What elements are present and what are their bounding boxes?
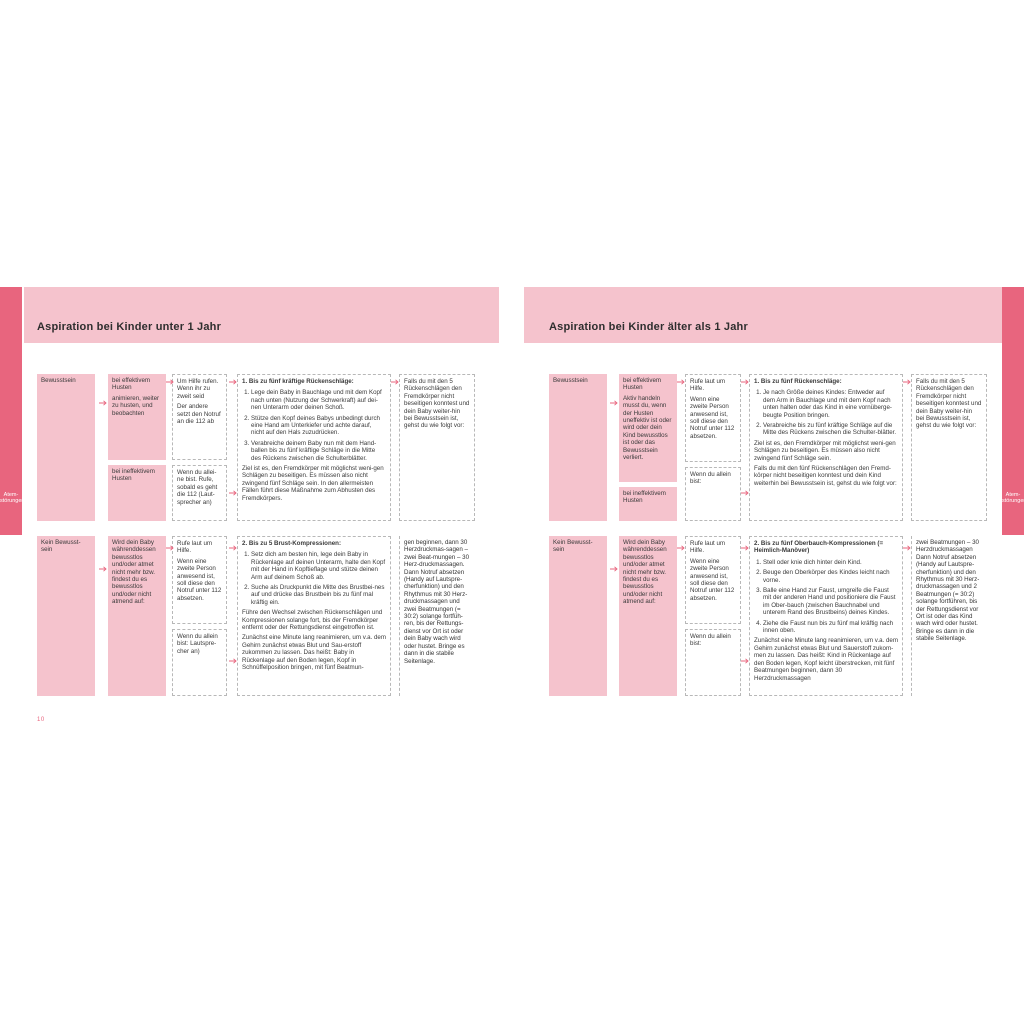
arrow-right-icon [741, 490, 749, 496]
left-side-tab-label: Atem- störungen [0, 492, 25, 504]
followup-box: Falls du mit den 5 Rückenschlägen den Fremdkörper nicht beseitigen konntest und dein Baby weiter-hin bei Bewusstsein ist, gehst du wie folgt vor: [399, 374, 475, 521]
alone-box: Wenn du allein bist: [685, 467, 741, 521]
arrow-right-icon [610, 400, 618, 406]
arrow-right-icon [166, 545, 174, 551]
alone-box-2: Wenn du allein bist: Lautspre-cher an) [172, 629, 227, 696]
page-number: 10 [37, 717, 45, 723]
left-header-band [24, 287, 499, 343]
state-unconscious-box: Kein Bewusst-sein [37, 536, 95, 696]
arrow-right-icon [903, 545, 911, 551]
call-help-box: Um Hilfe rufen. Wenn ihr zu zweit seid Der andere setzt den Notruf an die 112 ab [172, 374, 227, 460]
right-page-title: Aspiration bei Kinder älter als 1 Jahr [549, 321, 748, 333]
call-help-box: Rufe laut um Hilfe. Wenn eine zweite Person anwesend ist, soll diese den Notruf unter 112 absetzen. [685, 374, 741, 462]
step-item: 2. Beuge den Oberkörper des Kindes leicht nach vorne. [763, 569, 898, 584]
left-page-title: Aspiration bei Kinder unter 1 Jahr [37, 321, 222, 333]
arrow-right-icon [229, 545, 237, 551]
unconscious-condition-box: Wird dein Baby währenddessen bewusstlos und/oder atmet nicht mehr bzw. findest du es bewusstlos und/oder nicht atmend auf: [108, 536, 166, 696]
continuation-box: gen beginnen, dann 30 Herzdruckmas-sagen – zwei Beat-mungen – 30 Herz-druckmassagen. Dann Notruf absetzen (Handy auf Lautspre-cherfunktion) und den Rhythmus mit 30 Herz-druckmassagen und zwei Beatmungen (= 30:2) solange fortfüh-ren, bis der Rettungs-dienst vor Ort ist oder dein Baby wach wird oder hustet. Bringe es dann in die stabile Seitenlage. [399, 536, 475, 696]
effective-cough-box: bei effektivem Husten Aktiv handeln musst du, wenn der Husten uneffektiv ist oder wird oder dein Kind bewusstlos ist oder das Bewusstsein verliert. [619, 374, 677, 482]
arrow-right-icon [741, 658, 749, 664]
effective-cough-box: bei effektivem Husten animieren, weiter zu husten, und beobachten [108, 374, 166, 460]
arrow-right-icon [391, 379, 399, 385]
arrow-right-icon [166, 379, 174, 385]
step-item: 2. Suche als Druckpunkt die Mitte des Brustbei-nes auf und drücke das Brustbein bis zu fünf mal kräftig ein. [251, 584, 386, 606]
arrow-right-icon [677, 379, 685, 385]
arrow-right-icon [229, 490, 237, 496]
arrow-right-icon [677, 545, 685, 551]
arrow-right-icon [903, 379, 911, 385]
right-header-band [524, 287, 1002, 343]
call-help-box-2: Rufe laut um Hilfe. Wenn eine zweite Person anwesend ist, soll diese den Notruf unter 112 absetzen. [172, 536, 227, 624]
step-item: 1. Stell oder knie dich hinter dein Kind. [763, 559, 898, 566]
arrow-right-icon [741, 545, 749, 551]
step-item: 1. Je nach Größe deines Kindes: Entweder auf dem Arm in Bauchlage und mit dem Kopf nach unten halten oder das Kind in eine vornüberge-beugte Position bringen. [763, 389, 898, 419]
step-item: 4. Ziehe die Faust nun bis zu fünf mal kräftig nach innen oben. [763, 620, 898, 635]
arrow-right-icon [741, 379, 749, 385]
step-item: 3. Balle eine Hand zur Faust, umgreife die Faust mit der anderen Hand und positioniere die Faust im Ober-bauch (zwischen Bauchnabel und unterem Rand des Brustbeins) deines Kindes. [763, 587, 898, 617]
continuation-box: zwei Beatmungen – 30 Herzdruckmassagen Dann Notruf absetzen (Handy auf Lautspre-cherfunktion) und den Rhythmus mit 30 Herz-druckmassagen und 2 Beatmungen (= 30:2) solange fortführen, bis der Rettungsdienst vor Ort ist oder das Kind wach wird oder hustet. Bringe es dann in die stabile Seitenlage. [911, 536, 987, 696]
alone-box-2: Wenn du allein bist: [685, 629, 741, 696]
arrow-right-icon [99, 566, 107, 572]
right-side-tab-label: Atem- störungen [1002, 492, 1026, 504]
arrow-right-icon [610, 566, 618, 572]
state-conscious-box: Bewusstsein [37, 374, 95, 521]
step-item: 2. Stütze den Kopf deines Babys unbedingt durch eine Hand am Unterkiefer und achte darauf, nicht auf den Hals zuzudrücken. [251, 415, 386, 437]
followup-box: Falls du mit den 5 Rückenschlägen den Fremdkörper nicht beseitigen konntest und dein Baby weiter-hin bei Bewusstsein ist, gehst du wie folgt vor: [911, 374, 987, 521]
arrow-right-icon [99, 400, 107, 406]
back-blows-box: 1. Bis zu fünf kräftige Rückenschläge: 1. Lege dein Baby in Bauchlage und mit dem Kopf nach unten (Nutzung der Schwerkraft) auf dei-nen Unterarm oder deinen Schoß. 2. Stütze den Kopf deines Babys unbedingt durch eine Hand am Unterkiefer und achte darauf, nicht auf den Hals zuzudrücken. 3. Verabreiche deinem Baby nun mit dem Hand-ballen bis zu fünf kräftige Schläge in die Mitte des Rückens zwischen die Schulterblätter. Ziel ist es, den Fremdkörper mit möglichst weni-gen Schlägen zu beseitigen. Es müssen also nicht zwingend fünf Schläge sein. In den allermeisten Fällen führt diese Maßnahme zum Abhusten des Fremdkörpers. [237, 374, 391, 521]
state-conscious-box: Bewusstsein [549, 374, 607, 521]
step-item: 1. Setz dich am besten hin, lege dein Baby in Rückenlage auf deinen Unterarm, halte den Kopf mit der Hand in Kopftieflage und stütze deinen Arm auf deinem Schoß ab. [251, 551, 386, 581]
state-unconscious-box: Kein Bewusst-sein [549, 536, 607, 696]
arrow-right-icon [229, 379, 237, 385]
arrow-right-icon [229, 658, 237, 664]
step-item: 1. Lege dein Baby in Bauchlage und mit dem Kopf nach unten (Nutzung der Schwerkraft) auf dei-nen Unterarm oder deinen Schoß. [251, 389, 386, 411]
chest-compressions-box: 2. Bis zu 5 Brust-Kompressionen: 1. Setz dich am besten hin, lege dein Baby in Rückenlage auf deinen Unterarm, halte den Kopf mit der Hand in Kopftieflage und stütze deinen Arm auf deinem Schoß ab. 2. Suche als Druckpunkt die Mitte des Brustbei-nes auf und drücke das Brustbein bis zu fünf mal kräftig ein. Führe den Wechsel zwischen Rückenschlägen und Kompressionen solange fort, bis der Fremdkörper entfernt oder der Rettungsdienst eingetroffen ist. Zunächst eine Minute lang reanimieren, um v.a. dem Gehirn zunächst etwas Blut und Sau-erstoff zukommen zu lassen. Das heißt: Baby in Rückenlage auf den Boden legen, Kopf in Schnüffelposition bringen, mit fünf Beatmun- [237, 536, 391, 696]
step-item: 2. Verabreiche bis zu fünf kräftige Schläge auf die Mitte des Rückens zwischen die Schulter-blätter. [763, 422, 898, 437]
ineffective-cough-box: bei ineffektivem Husten [619, 487, 677, 521]
abdominal-thrusts-box: 2. Bis zu fünf Oberbauch-Kompressionen (= Heimlich-Manöver) 1. Stell oder knie dich hinter dein Kind. 2. Beuge den Oberkörper des Kindes leicht nach vorne. 3. Balle eine Hand zur Faust, umgreife die Faust mit der anderen Hand und positioniere die Faust im Ober-bauch (zwischen Bauchnabel und unterem Rand des Brustbeins) deines Kindes. 4. Ziehe die Faust nun bis zu fünf mal kräftig nach innen oben. Zunächst eine Minute lang reanimieren, um v.a. dem Gehirn zunächst etwas Blut und Sauerstoff zukom-men zu lassen. Das heißt: Kind in Rückenlage auf den Boden legen, Kopf leicht überstrecken, mit fünf Beatmungen beginnen, dann 30 Herzdruckmassagen [749, 536, 903, 696]
unconscious-condition-box: Wird dein Baby währenddessen bewusstlos und/oder atmet nicht mehr bzw. findest du es bewusstlos und/oder nicht atmend auf: [619, 536, 677, 696]
call-help-box-2: Rufe laut um Hilfe. Wenn eine zweite Person anwesend ist, soll diese den Notruf unter 112 absetzen. [685, 536, 741, 624]
back-blows-box: 1. Bis zu fünf Rückenschläge: 1. Je nach Größe deines Kindes: Entweder auf dem Arm in Bauchlage und mit dem Kopf nach unten halten oder das Kind in eine vornüberge-beugte Position bringen. 2. Verabreiche bis zu fünf kräftige Schläge auf die Mitte des Rückens zwischen die Schulter-blätter. Ziel ist es, den Fremdkörper mit möglichst weni-gen Schlägen zu beseitigen. Es müssen also nicht zwingend fünf Schläge sein. Falls du mit den fünf Rückenschlägen den Fremd-körper nicht beseitigen konntest und dein Kind weiterhin bei Bewusstsein ist, gehst du wie folgt vor: [749, 374, 903, 521]
step-item: 3. Verabreiche deinem Baby nun mit dem Hand-ballen bis zu fünf kräftige Schläge in die Mitte des Rückens zwischen die Schulterblätter. [251, 440, 386, 462]
alone-box: Wenn du allei-ne bist. Rufe, sobald es geht die 112 (Laut-sprecher an) [172, 465, 227, 521]
ineffective-cough-box: bei ineffektivem Husten [108, 465, 166, 521]
